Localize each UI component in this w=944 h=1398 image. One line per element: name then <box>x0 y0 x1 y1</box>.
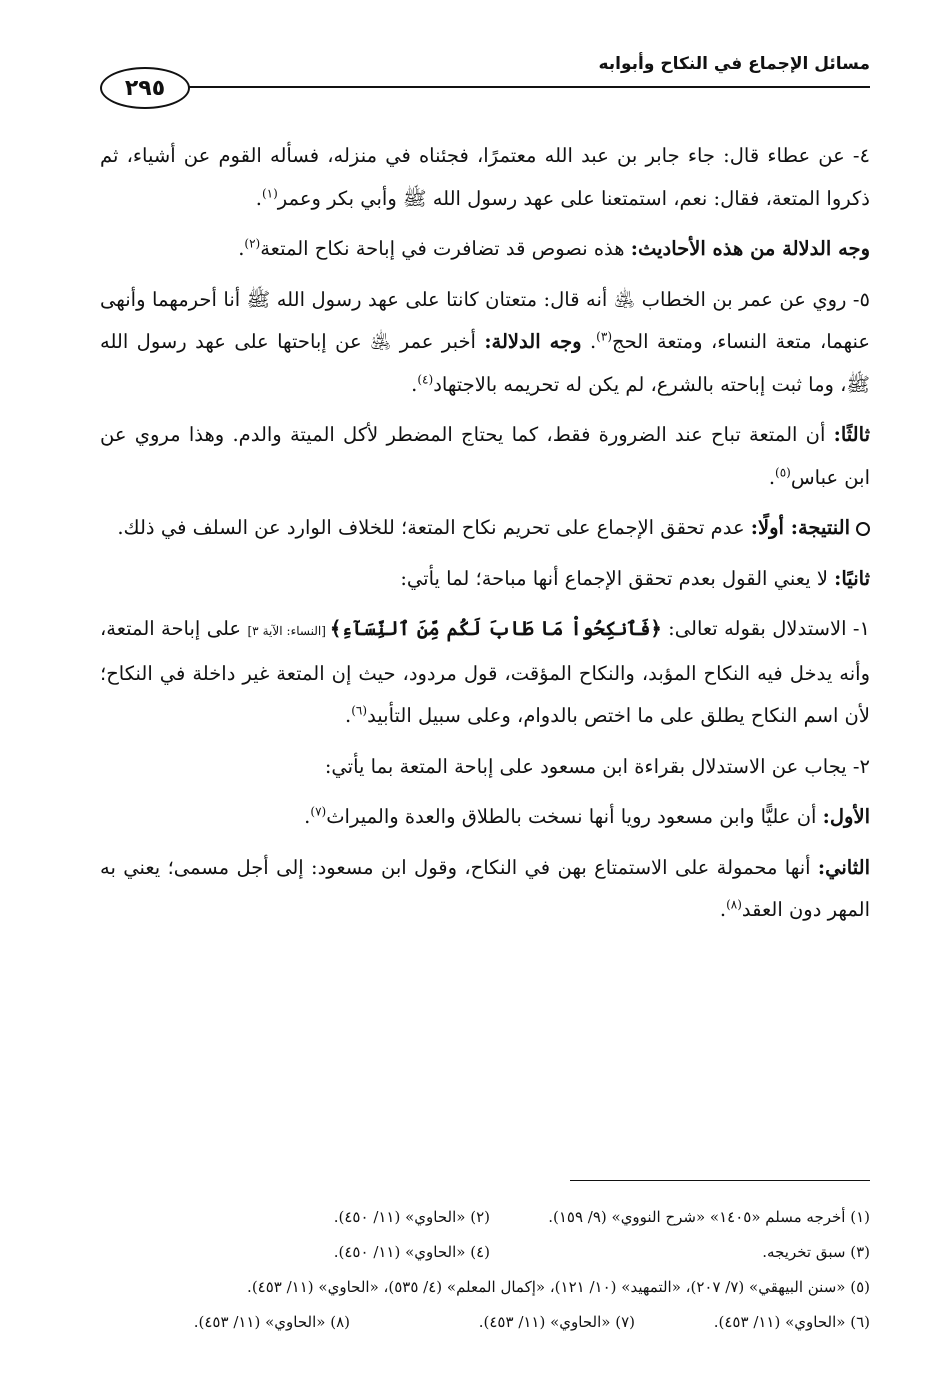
paragraph-text: ٢- يجاب عن الاستدلال بقراءة ابن مسعود على إباحة المتعة بما يأتي: <box>324 754 870 778</box>
paragraph-text: هذه نصوص قد تضافرت في إباحة نكاح المتعة <box>260 237 631 260</box>
paragraph-heading: ثالثًا: <box>833 423 870 446</box>
paragraph-text-2: أخبر عمر ﵁ عن إباحتها على عهد رسول الله ﷺ، وما ثبت إباحته بالشرع، لم يكن له تحريمه بالاجتهاد <box>100 330 870 396</box>
footnote-8: (٨) «الحاوي» (١١/ ٤٥٣). <box>193 1313 350 1331</box>
paragraph-end: . <box>345 704 352 727</box>
page-number: ٢٩٥ <box>100 67 190 109</box>
footnote-ref[interactable]: (٣) <box>596 329 612 344</box>
footnote-6: (٦) «الحاوي» (١١/ ٤٥٣). <box>713 1313 870 1331</box>
footnote-ref[interactable]: (٤) <box>417 372 434 386</box>
paragraph-second <box>100 558 870 601</box>
footnote-ref[interactable]: (٦) <box>351 703 368 718</box>
footnote-1: (١) أخرجه مسلم «١٤٠٥» «شرح النووي» (٩/ ١٥٩). <box>548 1208 870 1226</box>
paragraph-text: أن عليًّا وابن مسعود رويا أنها نسخت بالطلاق والعدة والميراث <box>326 805 823 828</box>
paragraph-text: عدم تحقق الإجماع على تحريم نكاح المتعة؛ للخلاف الوارد عن السلف في ذلك. <box>117 516 751 539</box>
paragraph-heading: وجه الدلالة من هذه الأحاديث: <box>630 237 870 260</box>
footnote-2: (٢) «الحاوي» (١١/ ٤٥٠). <box>333 1208 490 1226</box>
paragraph-second-answer <box>100 847 870 932</box>
footnote-ref[interactable]: (٢) <box>244 236 261 251</box>
paragraph-end: . <box>719 898 727 921</box>
paragraph-evidence <box>100 228 870 271</box>
paragraph-result <box>100 507 870 550</box>
footnote-ref[interactable]: (٥) <box>775 465 791 479</box>
header-rule <box>188 86 870 88</box>
main-text <box>100 135 870 940</box>
footnote-row <box>130 1305 870 1340</box>
page-header <box>100 48 870 118</box>
paragraph-heading: الثاني: <box>817 855 870 879</box>
running-title: مسائل الإجماع في النكاح وأبوابه <box>598 54 870 74</box>
paragraph-hadith-4 <box>100 135 870 220</box>
footnote-4: (٤) «الحاوي» (١١/ ٤٥٠). <box>333 1243 490 1261</box>
quran-verse: ﴿فَٱنكِحُواْ مَا طَابَ لَكُم مِّنَ ٱلنِّسَآءِ﴾ <box>329 617 662 640</box>
paragraph-heading: النتيجة: أولًا: <box>750 516 850 539</box>
paragraph-end: . <box>411 372 418 396</box>
footnote-ref[interactable]: (٧) <box>310 804 327 819</box>
footnotes <box>130 1200 870 1340</box>
paragraph-heading: وجه الدلالة: <box>484 330 582 353</box>
footnote-3: (٣) سبق تخريجه. <box>762 1243 870 1261</box>
footnote-row <box>130 1235 870 1270</box>
paragraph-point-1 <box>100 608 870 738</box>
paragraph-text: أن المتعة تباح عند الضرورة فقط، كما يحتاج المضطر لأكل الميتة والدم. وهذا مروي عن ابن عباس <box>100 423 870 489</box>
footnote-row <box>130 1270 870 1305</box>
paragraph-text: أنها محمولة على الاستمتاع بهن في النكاح، وقول ابن مسعود: إلى أجل مسمى؛ يعني به المهر دون العقد <box>100 855 870 921</box>
paragraph-first-answer <box>100 796 870 839</box>
paragraph-text-2: على إباحة المتعة، وأنه يدخل فيه النكاح المؤبد، والنكاح المؤقت، قول مردود، حيث إن المتعة غير داخلة في النكاح؛ لأن اسم النكاح يطلق على ما اختص بالدوام، وعلى سبيل التأبيد <box>100 617 870 727</box>
verse-reference: [النساء: الآية ٣] <box>247 624 330 638</box>
circle-bullet-icon <box>856 522 870 536</box>
paragraph-third <box>100 414 870 499</box>
paragraph-hadith-5 <box>100 279 870 407</box>
paragraph-end: . <box>255 186 262 210</box>
paragraph-heading: الأول: <box>822 805 870 828</box>
footnote-ref[interactable]: (٨) <box>726 897 742 912</box>
paragraph-end: . <box>304 805 311 828</box>
paragraph-end: . <box>768 465 776 489</box>
paragraph-text: ٤- عن عطاء قال: جاء جابر بن عبد الله معتمرًا، فجئناه في منزله، فسأله القوم عن أشياء، ثم ذكروا المتعة، فقال: نعم، استمتعنا على عهد رسول الله ﷺ وأبي بكر وعمر <box>100 144 870 210</box>
paragraph-text: ٥- روي عن عمر بن الخطاب ﵁ أنه قال: متعتان كانتا على عهد رسول الله ﷺ أنا أحرمهما وأنهى عنهما، متعة النساء، ومتعة الحج <box>100 287 870 353</box>
footnote-7: (٧) «الحاوي» (١١/ ٤٥٣). <box>478 1313 635 1331</box>
footnote-row <box>130 1200 870 1235</box>
paragraph-end: . <box>238 237 245 260</box>
footnote-separator <box>570 1180 870 1181</box>
footnote-ref[interactable]: (١) <box>261 186 278 200</box>
paragraph-text: ١- الاستدلال بقوله تعالى: <box>661 617 870 640</box>
paragraph-heading: ثانيًا: <box>834 566 870 590</box>
paragraph-point-2 <box>100 746 870 789</box>
paragraph-mid: . <box>581 330 597 353</box>
footnote-5: (٥) «سنن البيهقي» (٧/ ٢٠٧)، «التمهيد» (١٠/ ١٢١)، «إكمال المعلم» (٤/ ٥٣٥)، «الحاوي» (١١/ ٤٥٣). <box>247 1278 870 1296</box>
paragraph-text: لا يعني القول بعدم تحقق الإجماع أنها مباحة؛ لما يأتي: <box>400 566 835 590</box>
